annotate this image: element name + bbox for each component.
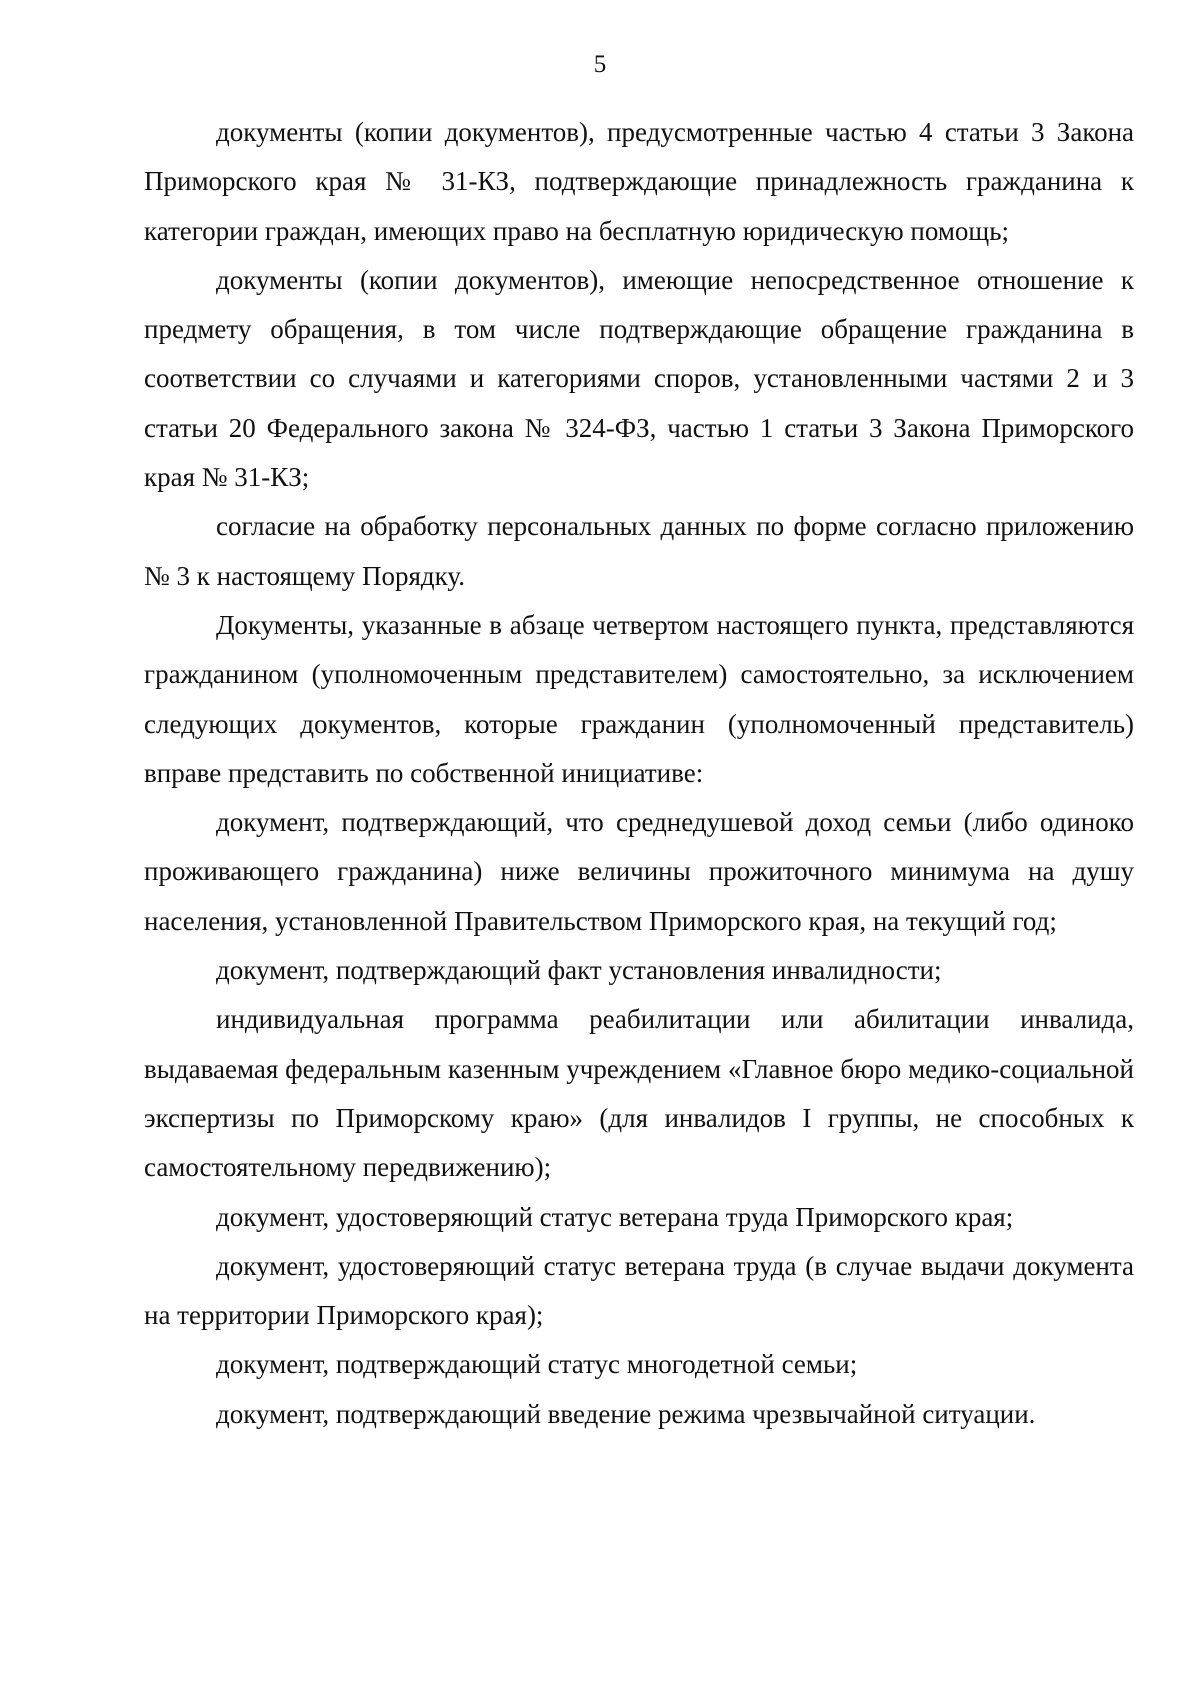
page-number: 5 <box>593 51 607 78</box>
paragraph-labor-veteran: документ, удостоверяющий статус ветерана труда (в случае выдачи документа на территории Приморского края); <box>144 1250 1134 1331</box>
paragraph-large-family: документ, подтверждающий статус многодетной семьи; <box>216 1349 858 1380</box>
paragraph-emergency-regime: документ, подтверждающий введение режима чрезвычайной ситуации. <box>216 1398 1036 1429</box>
paragraph-disability-document: документ, подтверждающий факт установления инвалидности; <box>216 955 942 986</box>
paragraph-subject-related-docs: документы (копии документов), имеющие непосредственное отношение к предмету обращения, в том числе подтверждающие обращение гражданина в соответствии со случаями и категориями споров, установленными частями 2 и 3 статьи 20 Федерального закона № 324-ФЗ, частью 1 статьи 3 Закона Приморского края № 31-КЗ; <box>144 264 1134 493</box>
paragraph-regional-labor-veteran: документ, удостоверяющий статус ветерана труда Приморского края; <box>216 1201 1014 1232</box>
paragraph-income-document: документ, подтверждающий, что среднедушевой доход семьи (либо одиноко проживающего гражданина) ниже величины прожиточного минимума на душу населения, установленной Правительством Приморского края, на текущий год; <box>144 807 1134 936</box>
paragraph-personal-data-consent: согласие на обработку персональных данных по форме согласно приложению № 3 к настоящему Порядку. <box>144 511 1134 591</box>
paragraph-documents-submission: Документы, указанные в абзаце четвертом настоящего пункта, представляются гражданином (уполномоченным представителем) самостоятельно, за исключением следующих документов, которые гражданин (уполномоченный представитель) вправе представить по собственной инициативе: <box>144 609 1134 788</box>
paragraph-rehabilitation-program: индивидуальная программа реабилитации или абилитации инвалида, выдаваемая федеральным казенным учреждением «Главное бюро медико-социальной экспертизы по Приморскому краю» (для инвалидов I группы, не способных к самостоятельному передвижению); <box>144 1004 1134 1183</box>
document-body <box>144 108 1134 1439</box>
paragraph-legal-aid-category-docs: документы (копии документов), предусмотренные частью 4 статьи 3 Закона Приморского края № 31-КЗ, подтверждающие принадлежность гражданина к категории граждан, имеющих право на бесплатную юридическую помощь; <box>144 117 1134 246</box>
